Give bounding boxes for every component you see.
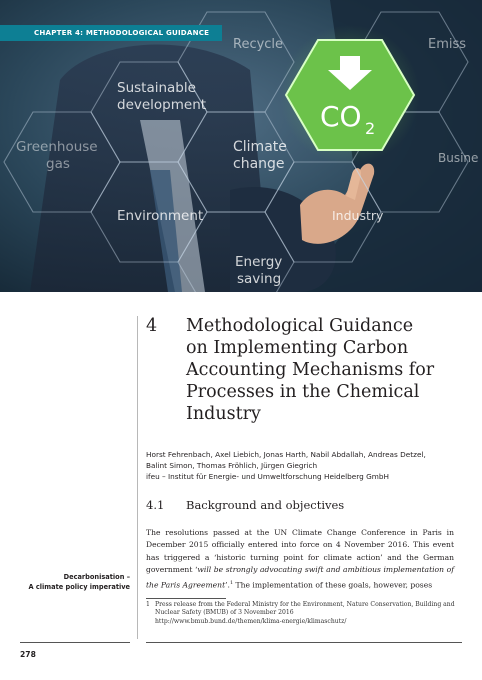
chapter-tag: CHAPTER 4: METHODOLOGICAL GUIDANCE <box>0 25 222 41</box>
body-text-quote: will be strongly advocating swift and ambitious implementation of the Paris Agreement <box>146 565 455 590</box>
authors-line-1: Horst Fehrenbach, Axel Liebich, Jonas Harth, Nabil Abdallah, Andreas Detzel, <box>146 450 426 459</box>
chapter-title-line: Processes in the Chemical <box>186 382 420 402</box>
hex-label-recycle: Recycle <box>233 37 284 52</box>
footnote-line-1: Press release from the Federal Ministry for the Environment, Nature Conservation, Building and <box>155 601 455 608</box>
chapter-title-line: Methodological Guidance <box>186 316 414 336</box>
margin-rule <box>137 316 138 639</box>
footnote-rule <box>146 598 226 599</box>
footnote-number: 1 <box>146 601 150 608</box>
hex-label-sustainable-1: Sustainable <box>117 80 196 96</box>
section-number: 4.1 <box>146 498 165 512</box>
bottom-rule-left <box>20 642 130 643</box>
climate-hexagon-illustration <box>0 0 482 292</box>
hex-label-climate-2: change <box>233 156 285 172</box>
hex-label-emissions: Emiss <box>428 37 467 52</box>
margin-note-line-2: A climate policy imperative <box>28 583 130 591</box>
hex-label-greenhouse-2: gas <box>46 156 70 172</box>
page-number: 278 <box>20 650 36 659</box>
co2-label: CO <box>320 100 362 133</box>
footnote <box>146 601 461 626</box>
hex-label-sustainable-2: development <box>117 97 207 113</box>
chapter-title-line: Industry <box>186 404 261 424</box>
chapter-title-line: Accounting Mechanisms for <box>186 360 435 380</box>
hex-label-greenhouse-1: Greenhouse <box>16 139 98 155</box>
margin-note <box>20 572 130 592</box>
body-paragraph <box>146 527 454 592</box>
body-text-part-1: The resolutions passed at the UN Climate Change Conference in Paris in December 2015 officially entered into force on 4 November 2016. This event has triggered a ‘historic turning point for climate action’ and the German government ‘ <box>146 528 454 575</box>
footnote-ref[interactable]: 1 <box>229 579 234 586</box>
hex-label-energy-2: saving <box>237 271 282 287</box>
chapter-title-line: on Implementing Carbon <box>186 338 409 358</box>
author-affiliation: ifeu – Institut für Energie- und Umweltforschung Heidelberg GmbH <box>146 472 389 481</box>
footnote-line-2: Nuclear Safety (BMUB) of 3 November 2016 <box>155 609 294 617</box>
hex-label-environment: Environment <box>117 208 204 224</box>
section-title: Background and objectives <box>186 498 345 512</box>
hex-label-energy-1: Energy <box>235 254 283 270</box>
margin-note-line-1: Decarbonisation – <box>63 573 130 581</box>
bottom-rule-right <box>146 642 462 643</box>
body-text-part-2: ’. <box>225 580 230 590</box>
chapter-number: 4 <box>146 316 158 336</box>
hex-label-industry: Industry <box>332 208 384 223</box>
co2-subscript: 2 <box>365 119 376 138</box>
chapter-title <box>186 315 456 425</box>
hex-label-business: Busine <box>438 151 479 165</box>
hex-label-climate-1: Climate <box>233 139 287 155</box>
author-block <box>146 449 446 482</box>
authors-line-2: Balint Simon, Thomas Fröhlich, Jürgen Giegrich <box>146 461 318 470</box>
body-text-part-3: The implementation of these goals, however, poses <box>233 580 433 590</box>
footnote-link[interactable]: http://www.bmub.bund.de/themen/klima-energie/klimaschutz/ <box>155 617 347 625</box>
hero-image <box>0 0 482 292</box>
